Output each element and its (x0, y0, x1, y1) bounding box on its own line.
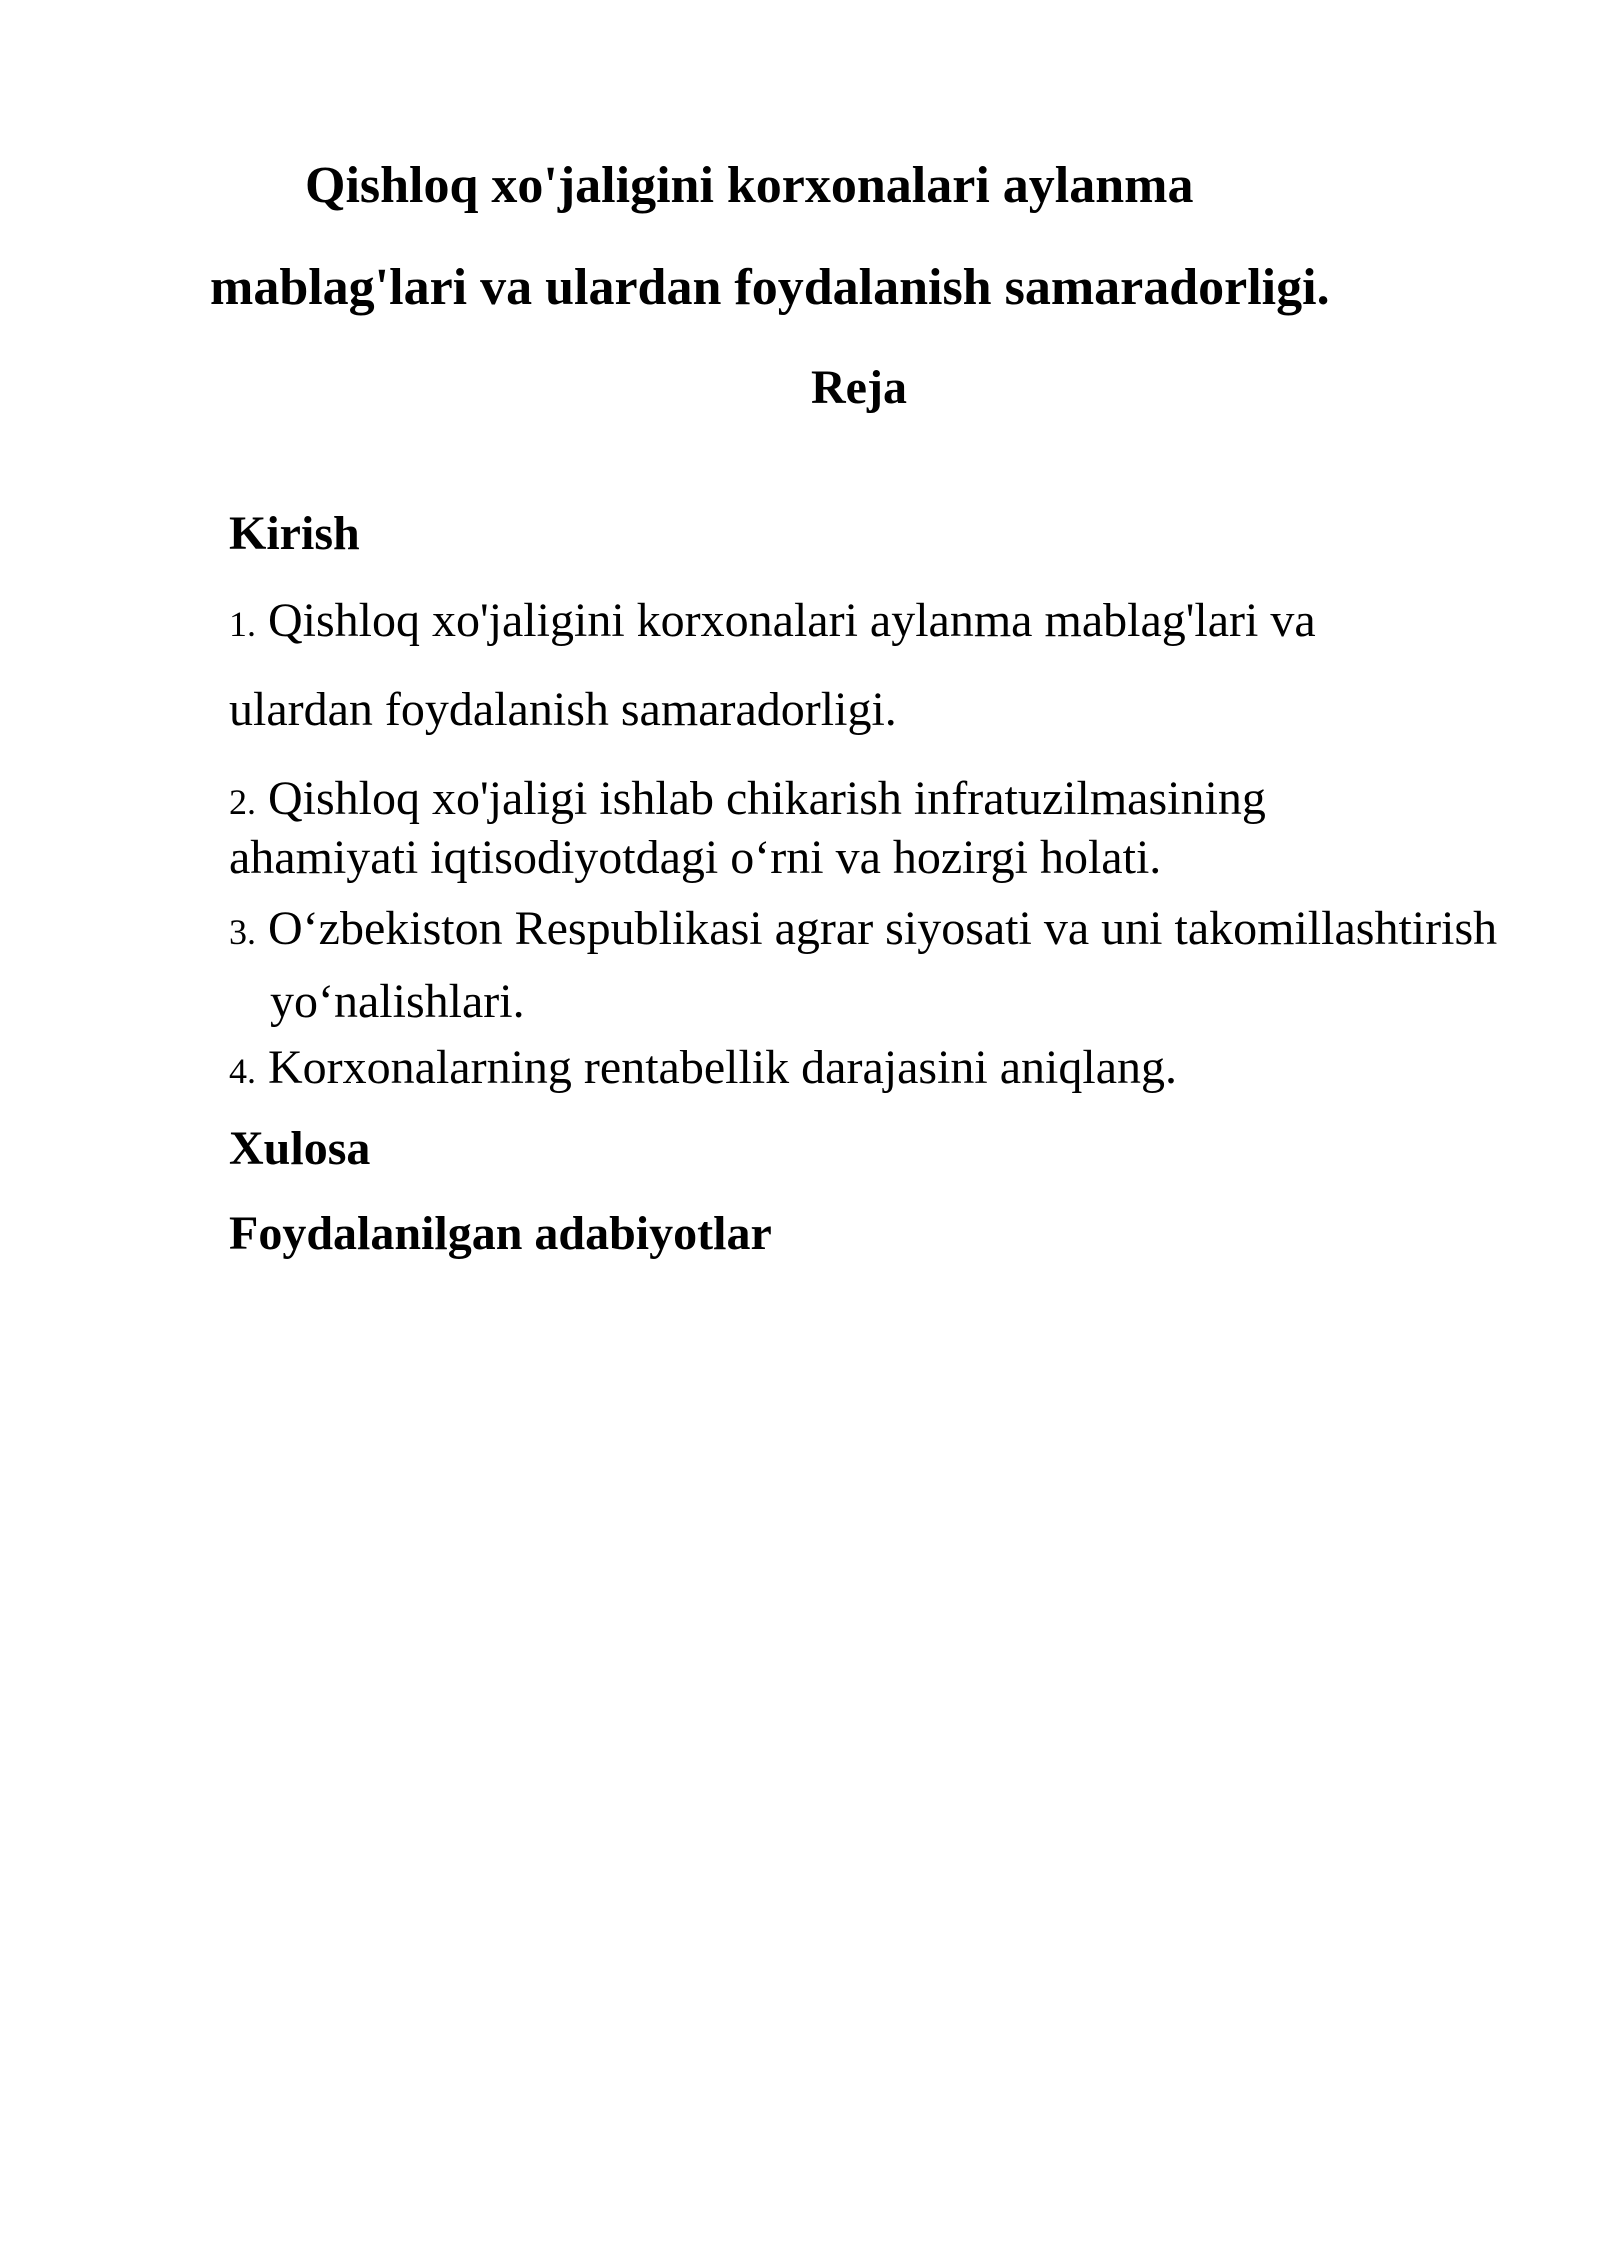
intro-heading: Kirish (229, 507, 360, 560)
plan-item-number: 3. (229, 912, 256, 952)
plan-item-text: O‘zbekiston Respublikasi agrar siyosati va uni takomillashtirish (268, 902, 1498, 955)
document-title-line-2: mablag'lari va ulardan foydalanish samaradorligi. (210, 259, 1330, 316)
conclusion-heading: Xulosa (229, 1122, 371, 1175)
plan-item-4 (229, 1041, 1178, 1094)
plan-item-text: Korxonalarning rentabellik darajasini aniqlang. (268, 1041, 1178, 1094)
plan-item-2-continuation: ahamiyati iqtisodiyotdagi o‘rni va hozirgi holati. (229, 831, 1162, 884)
plan-heading: Reja (811, 361, 907, 414)
plan-item-number: 4. (229, 1051, 256, 1091)
plan-item-1-continuation: ulardan foydalanish samaradorligi. (229, 683, 897, 736)
plan-item-text: Qishloq xo'jaligini korxonalari aylanma mablag'lari va (268, 594, 1316, 647)
plan-item-text: Qishloq xo'jaligi ishlab chikarish infratuzilmasining (268, 772, 1266, 825)
plan-item-3 (229, 902, 1498, 955)
plan-item-1 (229, 594, 1316, 647)
document-title-line-1: Qishloq xo'jaligini korxonalari aylanma (305, 157, 1194, 214)
references-heading: Foydalanilgan adabiyotlar (229, 1207, 772, 1260)
plan-item-number: 1. (229, 604, 256, 644)
plan-item-number: 2. (229, 782, 256, 822)
plan-item-2 (229, 772, 1266, 825)
plan-item-3-continuation: yo‘nalishlari. (270, 975, 525, 1028)
